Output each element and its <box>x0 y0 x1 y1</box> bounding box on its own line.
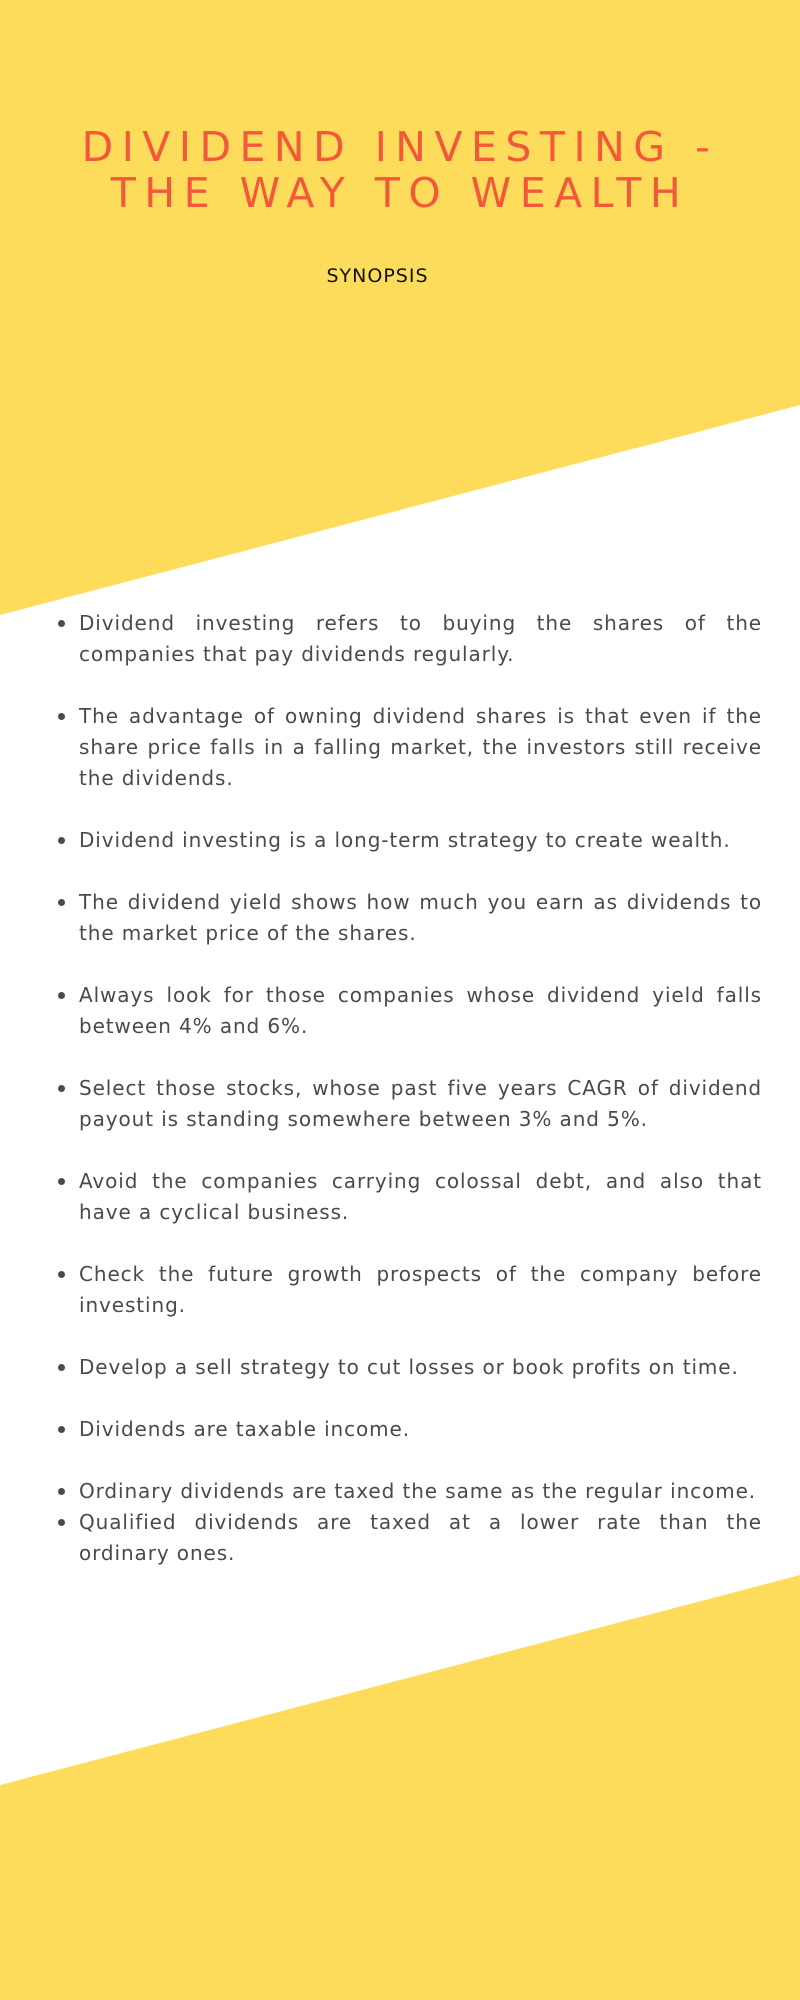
bullet-dot-icon <box>52 608 79 639</box>
bullet-text: Select those stocks, whose past five years CAGR of dividend payout is standing somewhere between 3% and 5%. <box>79 1076 762 1131</box>
synopsis-bullet-list <box>52 608 762 1569</box>
list-item <box>52 1507 762 1569</box>
bullet-dot-icon <box>52 1414 79 1445</box>
bullet-text: Qualified dividends are taxed at a lower rate than the ordinary ones. <box>79 1510 762 1565</box>
bullet-text: Ordinary dividends are taxed the same as the regular income. <box>79 1479 757 1503</box>
bottom-yellow-panel <box>0 1575 800 2000</box>
bullet-dot-icon <box>52 701 79 732</box>
bullet-text: Dividend investing is a long-term strategy to create wealth. <box>79 828 731 852</box>
title-line-2: THE WAY TO WEALTH <box>110 169 690 217</box>
list-item <box>52 701 762 794</box>
page-title <box>40 124 760 216</box>
bullet-text: Dividend investing refers to buying the shares of the companies that pay dividends regularly. <box>79 611 762 666</box>
bullet-text: The advantage of owning dividend shares is that even if the share price falls in a falling market, the investors still receive the dividends. <box>79 704 762 790</box>
subtitle-synopsis: SYNOPSIS <box>326 265 429 287</box>
list-item <box>52 1073 762 1135</box>
bullet-dot-icon <box>52 887 79 918</box>
list-item <box>52 980 762 1042</box>
bullet-text: Check the future growth prospects of the company before investing. <box>79 1262 762 1317</box>
bullet-dot-icon <box>52 1166 79 1197</box>
bullet-text: The dividend yield shows how much you earn as dividends to the market price of the shares. <box>79 890 762 945</box>
bullet-dot-icon <box>52 1259 79 1290</box>
bullet-text: Always look for those companies whose dividend yield falls between 4% and 6%. <box>79 983 762 1038</box>
list-item <box>52 1259 762 1321</box>
list-item <box>52 1476 762 1507</box>
bullet-dot-icon <box>52 1352 79 1383</box>
list-item <box>52 608 762 670</box>
bullet-dot-icon <box>52 1507 79 1538</box>
list-item <box>52 887 762 949</box>
list-item <box>52 1166 762 1228</box>
bullet-dot-icon <box>52 980 79 1011</box>
top-yellow-panel <box>0 0 800 615</box>
bullet-text: Dividends are taxable income. <box>79 1417 411 1441</box>
list-item <box>52 1352 762 1383</box>
bullet-dot-icon <box>52 825 79 856</box>
bullet-dot-icon <box>52 1476 79 1507</box>
bullet-text: Avoid the companies carrying colossal debt, and also that have a cyclical business. <box>79 1169 762 1224</box>
list-item <box>52 1414 762 1445</box>
title-line-1: DIVIDEND INVESTING - <box>81 123 719 171</box>
bullet-text: Develop a sell strategy to cut losses or book profits on time. <box>79 1355 739 1379</box>
list-item <box>52 825 762 856</box>
bullet-dot-icon <box>52 1073 79 1104</box>
